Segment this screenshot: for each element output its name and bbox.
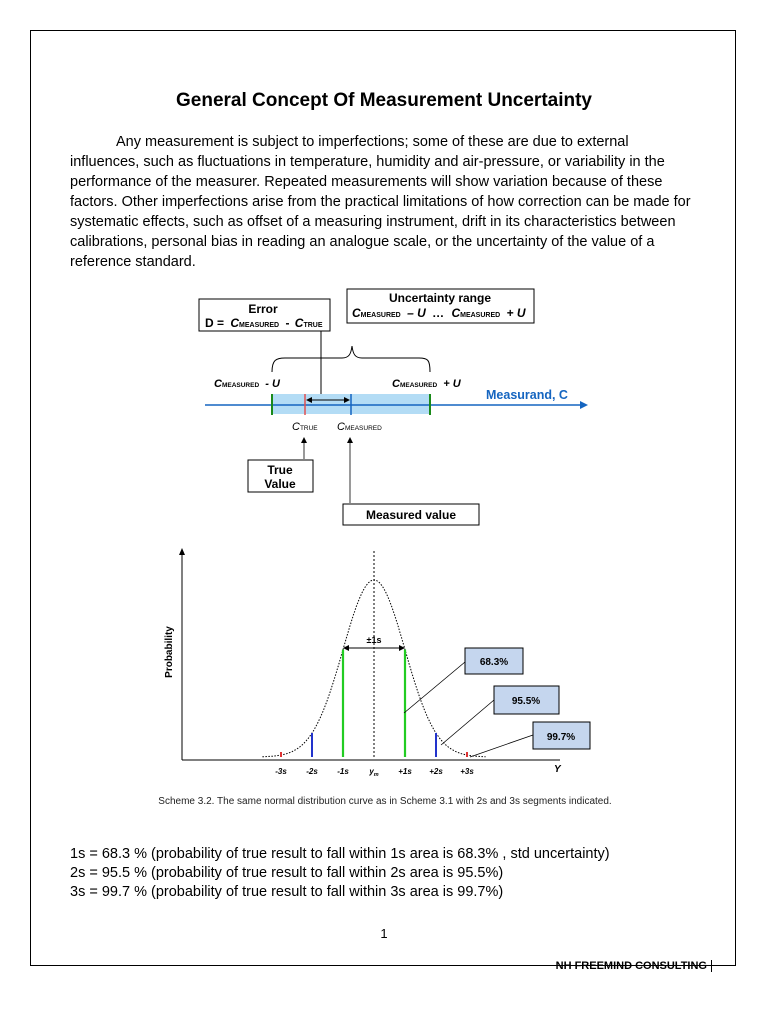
uncertainty-range-formula: CMEASURED – U … CMEASURED + U: [352, 306, 526, 320]
page-number: 1: [380, 926, 388, 941]
footer-company: NH FREEMIND CONSULTING: [556, 960, 712, 972]
x-tick-label: +2s: [429, 767, 443, 776]
callout-line-95: [441, 700, 494, 745]
stats-block: [70, 845, 710, 902]
callout-99: 99.7%: [546, 732, 576, 743]
lower-limit-label: CMEASURED - U: [214, 378, 280, 390]
callout-line-99: [470, 735, 533, 757]
x-tick-label: $y_m$: [369, 767, 379, 778]
one-sigma-label: ±1s: [366, 635, 382, 645]
page-title: General Concept Of Measurement Uncertainty: [176, 90, 592, 111]
y-axis-label: Probability: [164, 626, 175, 678]
intro-paragraph: Any measurement is subject to imperfections; some of these are due to external influences, such as fluctuations in temperature, humidity and air-pressure, or variability in the performance of the measurer. Repeated measurements will show variation because of these factors. Other imperfections arise from the practical limitations of how correction can be made for systematic effects, such as offset of a measuring instrument, drift in its characteristics between calibrations, personal bias in reading an analogue scale, or the uncertainty of the value of a reference standard.: [70, 134, 691, 270]
stat-line-3s: 3s = 99.7 % (probability of true result to fall within 3s area is 99.7%): [70, 884, 504, 900]
x-tick-label: -3s: [275, 767, 287, 776]
c-true-label: CTRUE: [292, 421, 318, 433]
callout-line-68: [404, 662, 465, 713]
callout-68: 68.3%: [479, 657, 509, 668]
callout-95: 95.5%: [511, 696, 541, 707]
upper-limit-label: CMEASURED + U: [392, 378, 461, 390]
chart-caption: Scheme 3.2. The same normal distribution curve as in Scheme 3.1 with 2s and 3s segments indicated.: [158, 796, 612, 807]
x-tick-label: +3s: [460, 767, 474, 776]
measured-value-label: Measured value: [365, 508, 457, 522]
x-tick-label: -2s: [306, 767, 318, 776]
stat-line-1s: 1s = 68.3 % (probability of true result to fall within 1s area is 68.3% , std uncertainty): [70, 846, 610, 862]
x-ticks: [275, 767, 474, 778]
x-axis-label: Y: [554, 764, 561, 775]
true-value-line2: Value: [264, 477, 296, 491]
c-measured-label: CMEASURED: [337, 421, 382, 433]
uncertainty-range-title: Uncertainty range: [388, 291, 492, 305]
error-formula: D = CMEASURED - CTRUE: [205, 316, 323, 330]
stat-line-2s: 2s = 95.5 % (probability of true result to fall within 2s area is 95.5%): [70, 865, 504, 881]
measurand-label: Measurand, C: [486, 388, 568, 402]
true-value-line1: True: [267, 463, 293, 477]
x-tick-label: -1s: [337, 767, 349, 776]
error-title: Error: [248, 302, 278, 316]
x-tick-label: +1s: [398, 767, 412, 776]
y-axis-arrow-icon: [179, 548, 185, 555]
